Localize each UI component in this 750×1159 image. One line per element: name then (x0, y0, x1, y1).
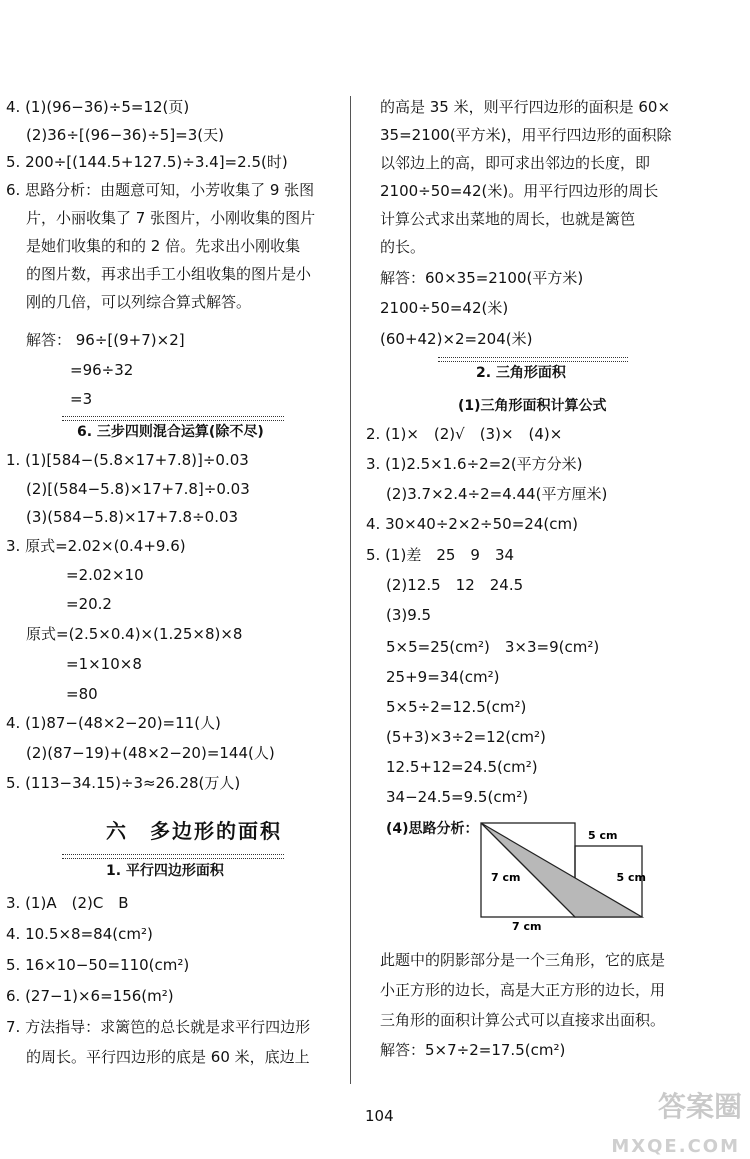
t-answer-3-1: 3. (1)2.5×1.6÷2=2(平方分米) (366, 455, 583, 473)
r-solution1: 解答：60×35=2100(平方米) (380, 269, 584, 287)
label-right: 5 cm (616, 871, 646, 884)
s-answer-3-line2: =2.02×10 (66, 566, 144, 584)
t-calc-6: 34−24.5=9.5(cm²) (386, 788, 529, 806)
r-line2: 35=2100(平方米)，用平行四边形的面积除 (380, 126, 672, 144)
s-answer-1-2: (2)[(584−5.8)×17+7.8]÷0.03 (26, 480, 250, 498)
s-answer-4-1: 4. (1)87−(48×2−20)=11(人) (6, 714, 221, 732)
geometry-figure (476, 820, 651, 932)
t-answer-2: 2. (1)× (2)√ (3)× (4)× (366, 425, 563, 443)
s-answer-1-3: (3)(584−5.8)×17+7.8÷0.03 (26, 508, 239, 526)
t-calc-2: 25+9=34(cm²) (386, 668, 500, 686)
section-title-2: 2. 三角形面积 (476, 365, 566, 381)
r-solution3: (60+42)×2=204(米) (380, 330, 533, 348)
answer-6-step2: =96÷32 (70, 361, 134, 379)
label-top: 5 cm (588, 829, 618, 842)
s-answer-1-1: 1. (1)[584−(5.8×17+7.8)]÷0.03 (6, 451, 249, 469)
answer-6-line1: 6. 思路分析：由题意可知，小芳收集了 9 张图 (6, 181, 315, 199)
explain-line1: 此题中的阴影部分是一个三角形，它的底是 (380, 951, 666, 969)
explain-line3: 三角形的面积计算公式可以直接求出面积。 (380, 1011, 666, 1029)
s-answer-3-line1: 3. 原式=2.02×(0.4+9.6) (6, 537, 186, 555)
label-bottom: 7 cm (512, 920, 542, 932)
t-calc-1: 5×5=25(cm²) 3×3=9(cm²) (386, 638, 600, 656)
t-calc-5: 12.5+12=24.5(cm²) (386, 758, 538, 776)
watermark-logo: 答案圈 (657, 1090, 742, 1123)
answer-6-step3: =3 (70, 390, 93, 408)
explain-line2: 小正方形的边长，高是大正方形的边长，用 (380, 981, 666, 999)
section-title-6: 6. 三步四则混合运算(除不尽) (77, 424, 264, 440)
t-answer-5-4-label: (4)思路分析： (386, 821, 479, 837)
explain-solution: 解答：5×7÷2=17.5(cm²) (380, 1041, 566, 1059)
answer-6-line3: 是她们收集的和的 2 倍。先求出小刚收集 (26, 237, 301, 255)
t-answer-4: 4. 30×40÷2×2÷50=24(cm) (366, 515, 578, 533)
r-line1: 的高是 35 米，则平行四边形的面积是 60× (380, 98, 671, 116)
answer-6-solution: 解答： 96÷[(9+7)×2] (26, 331, 185, 349)
answer-6-line5: 刚的几倍，可以列综合算式解答。 (26, 293, 252, 311)
p-answer-4: 4. 10.5×8=84(cm²) (6, 925, 153, 943)
s-answer-3-line3: =20.2 (66, 595, 112, 613)
s-answer-3-line4: 原式=(2.5×0.4)×(1.25×8)×8 (26, 625, 243, 643)
page-number: 104 (365, 1107, 394, 1125)
answer-6-line4: 的图片数，再求出手工小组收集的图片是小 (26, 265, 312, 283)
section-rule (62, 854, 284, 859)
r-solution2: 2100÷50=42(米) (380, 299, 509, 317)
s-answer-3-line6: =80 (66, 685, 98, 703)
r-line5: 计算公式求出菜地的周长，也就是篱笆 (380, 210, 636, 228)
r-line6: 的长。 (380, 238, 426, 256)
p-answer-7-line1: 7. 方法指导：求篱笆的总长就是求平行四边形 (6, 1018, 311, 1036)
subsection-title: (1)三角形面积计算公式 (458, 398, 607, 414)
t-answer-3-2: (2)3.7×2.4÷2=4.44(平方厘米) (386, 485, 608, 503)
t-answer-5-2: (2)12.5 12 24.5 (386, 576, 524, 594)
s-answer-5: 5. (113−34.15)÷3≈26.28(万人) (6, 774, 241, 792)
t-calc-4: (5+3)×3÷2=12(cm²) (386, 728, 546, 746)
answer-6-line2: 片，小丽收集了 7 张图片，小刚收集的图片 (26, 209, 316, 227)
p-answer-5: 5. 16×10−50=110(cm²) (6, 956, 190, 974)
p-answer-3: 3. (1)A (2)C B (6, 894, 129, 912)
t-calc-3: 5×5÷2=12.5(cm²) (386, 698, 527, 716)
t-answer-5-3: (3)9.5 (386, 606, 432, 624)
t-answer-5-1: 5. (1)差 25 9 34 (366, 546, 515, 564)
section-title-1: 1. 平行四边形面积 (106, 863, 224, 879)
label-left: 7 cm (491, 871, 521, 884)
answer-5: 5. 200÷[(144.5+127.5)÷3.4]=2.5(时) (6, 153, 288, 171)
r-line4: 2100÷50=42(米)。用平行四边形的周长 (380, 182, 659, 200)
column-divider (350, 96, 351, 1084)
chapter-title: 六 多边形的面积 (106, 819, 282, 843)
answer-4-2: (2)36÷[(96−36)÷5]=3(天) (26, 126, 224, 144)
p-answer-6: 6. (27−1)×6=156(m²) (6, 987, 174, 1005)
r-line3: 以邻边上的高，即可求出邻边的长度，即 (380, 154, 651, 172)
answer-4-1: 4. (1)(96−36)÷5=12(页) (6, 98, 190, 116)
s-answer-4-2: (2)(87−19)+(48×2−20)=144(人) (26, 744, 275, 762)
watermark-url: MXQE.COM (611, 1136, 740, 1157)
p-answer-7-line2: 的周长。平行四边形的底是 60 米，底边上 (26, 1048, 310, 1066)
s-answer-3-line5: =1×10×8 (66, 655, 142, 673)
